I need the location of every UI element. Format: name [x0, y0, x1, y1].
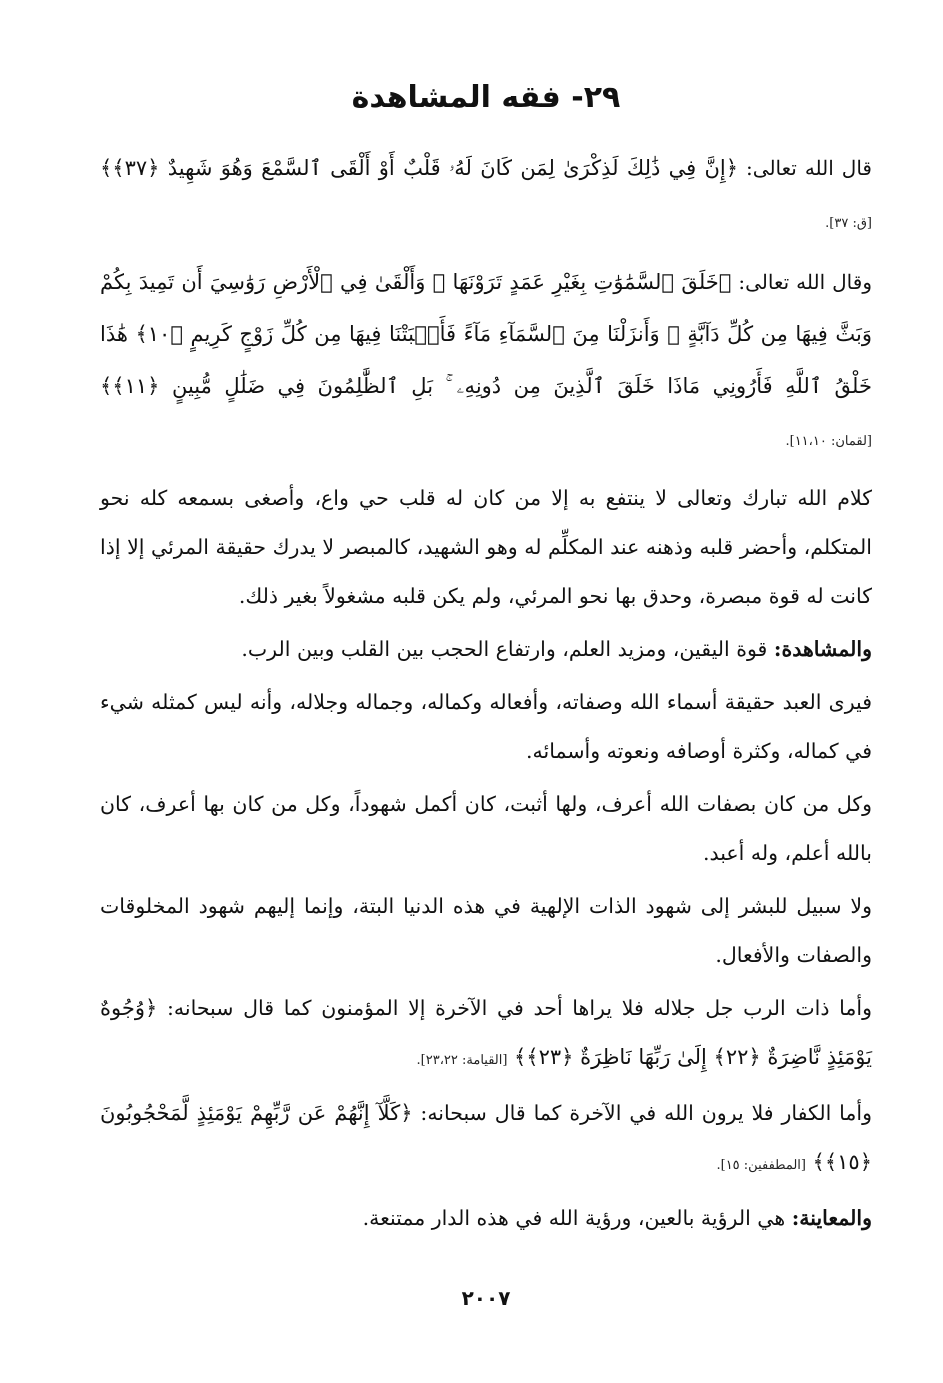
quran-verse: ﴿خَلَقَ ٱلسَّمَٰوَٰتِ بِغَيْرِ عَمَدٍ تَرَوْنَهَا ۖ وَأَلْقَىٰ فِي ٱلْأَرْضِ رَوَٰسِيَ أَن تَمِيدَ بِكُمْ وَبَثَّ فِيهَا مِن كُلِّ دَآبَّةٍ ۚ وَأَنزَلْنَا مِنَ ٱلسَّمَآءِ مَآءً فَأَنۢبَتْنَا فِيهَا مِن كُلِّ زَوْجٍ كَرِيمٍ ﴿١٠﴾ هَٰذَا خَلْقُ ٱللَّهِ فَأَرُونِي مَاذَا خَلَقَ ٱلَّذِينَ مِن دُونِهِۦ ۚ بَلِ ٱلظَّٰلِمُونَ فِي ضَلَٰلٍ مُّبِينٍ ﴿١١﴾﴾ — [100, 270, 872, 398]
quote-luqman — [100, 256, 872, 468]
paragraph: كلام الله تبارك وتعالى لا ينتفع به إلا من كان له قلب حي واع، وأصغى بسمعه كله نحو المتكلم، وأحضر قلبه وذهنه عند المكلِّم له وهو الشهيد، كالمبصر لا يدرك حقيقة المرئي إلا إذا كانت له قوة مبصرة، وحدق بها نحو المرئي، ولم يكن قلبه مشغولاً بغير ذلك. — [100, 486, 872, 608]
quran-verse: ﴿وُجُوهٌ يَوْمَئِذٍ نَّاضِرَةٌ ﴿٢٢﴾ إِلَىٰ رَبِّهَا نَاظِرَةٌ ﴿٢٣﴾﴾ — [100, 996, 872, 1069]
definition-term: والمعاينة: — [791, 1206, 872, 1230]
quote-mutaffifin — [100, 1089, 872, 1190]
verse-reference: [القيامة: ٢٣،٢٢]. — [416, 1053, 508, 1068]
verse-reference: [ق: ٣٧]. — [825, 216, 872, 231]
paragraph: ولا سبيل للبشر إلى شهود الذات الإلهية في هذه الدنيا البتة، وإنما إليهم شهود المخلوقات والصفات والأفعال. — [100, 894, 872, 967]
page-number: ٢٠٠٧ — [461, 1286, 511, 1310]
definition-text: قوة اليقين، ومزيد العلم، وارتفاع الحجب بين القلب وبين الرب. — [241, 637, 768, 661]
quote-intro: وقال الله تعالى: — [738, 270, 872, 294]
quote-intro: وأما الكفار فلا يرون الله في الآخرة كما قال سبحانه: — [420, 1101, 872, 1125]
definition-muayana — [100, 1194, 872, 1243]
quote-qiyama — [100, 984, 872, 1085]
verse-reference: [المطففين: ١٥]. — [716, 1158, 806, 1173]
document-page — [100, 60, 872, 1360]
definition-text: هي الرؤية بالعين، ورؤية الله في هذه الدار ممتنعة. — [362, 1206, 786, 1230]
verse-reference: [لقمان: ١١،١٠]. — [785, 434, 872, 449]
quote-qaf — [100, 142, 872, 250]
chapter-title: ٢٩- فقه المشاهدة — [351, 80, 621, 115]
quran-verse: ﴿كَلَّآ إِنَّهُمْ عَن رَّبِّهِمْ يَوْمَئِذٍ لَّمَحْجُوبُونَ ﴿١٥﴾﴾ — [100, 1101, 872, 1174]
quran-verse: ﴿إِنَّ فِي ذَٰلِكَ لَذِكْرَىٰ لِمَن كَانَ لَهُۥ قَلْبٌ أَوْ أَلْقَى ٱلسَّمْعَ وَهُوَ شَهِيدٌ ﴿٣٧﴾﴾ — [100, 156, 739, 180]
quote-intro: وأما ذات الرب جل جلاله فلا يراها أحد في الآخرة إلا المؤمنون كما قال سبحانه: — [166, 996, 872, 1020]
definition-term: والمشاهدة: — [773, 637, 872, 661]
paragraph: وكل من كان بصفات الله أعرف، ولها أثبت، كان أكمل شهوداً، وكل من كان بها أعرف، كان بالله أعلم، وله أعبد. — [100, 792, 872, 865]
paragraph: فيرى العبد حقيقة أسماء الله وصفاته، وأفعاله وكماله، وجماله وجلاله، وأنه ليس كمثله شيء في كماله، وكثرة أوصافه ونعوته وأسمائه. — [100, 690, 872, 763]
quote-intro: قال الله تعالى: — [746, 156, 872, 180]
definition-mushahada — [100, 625, 872, 674]
